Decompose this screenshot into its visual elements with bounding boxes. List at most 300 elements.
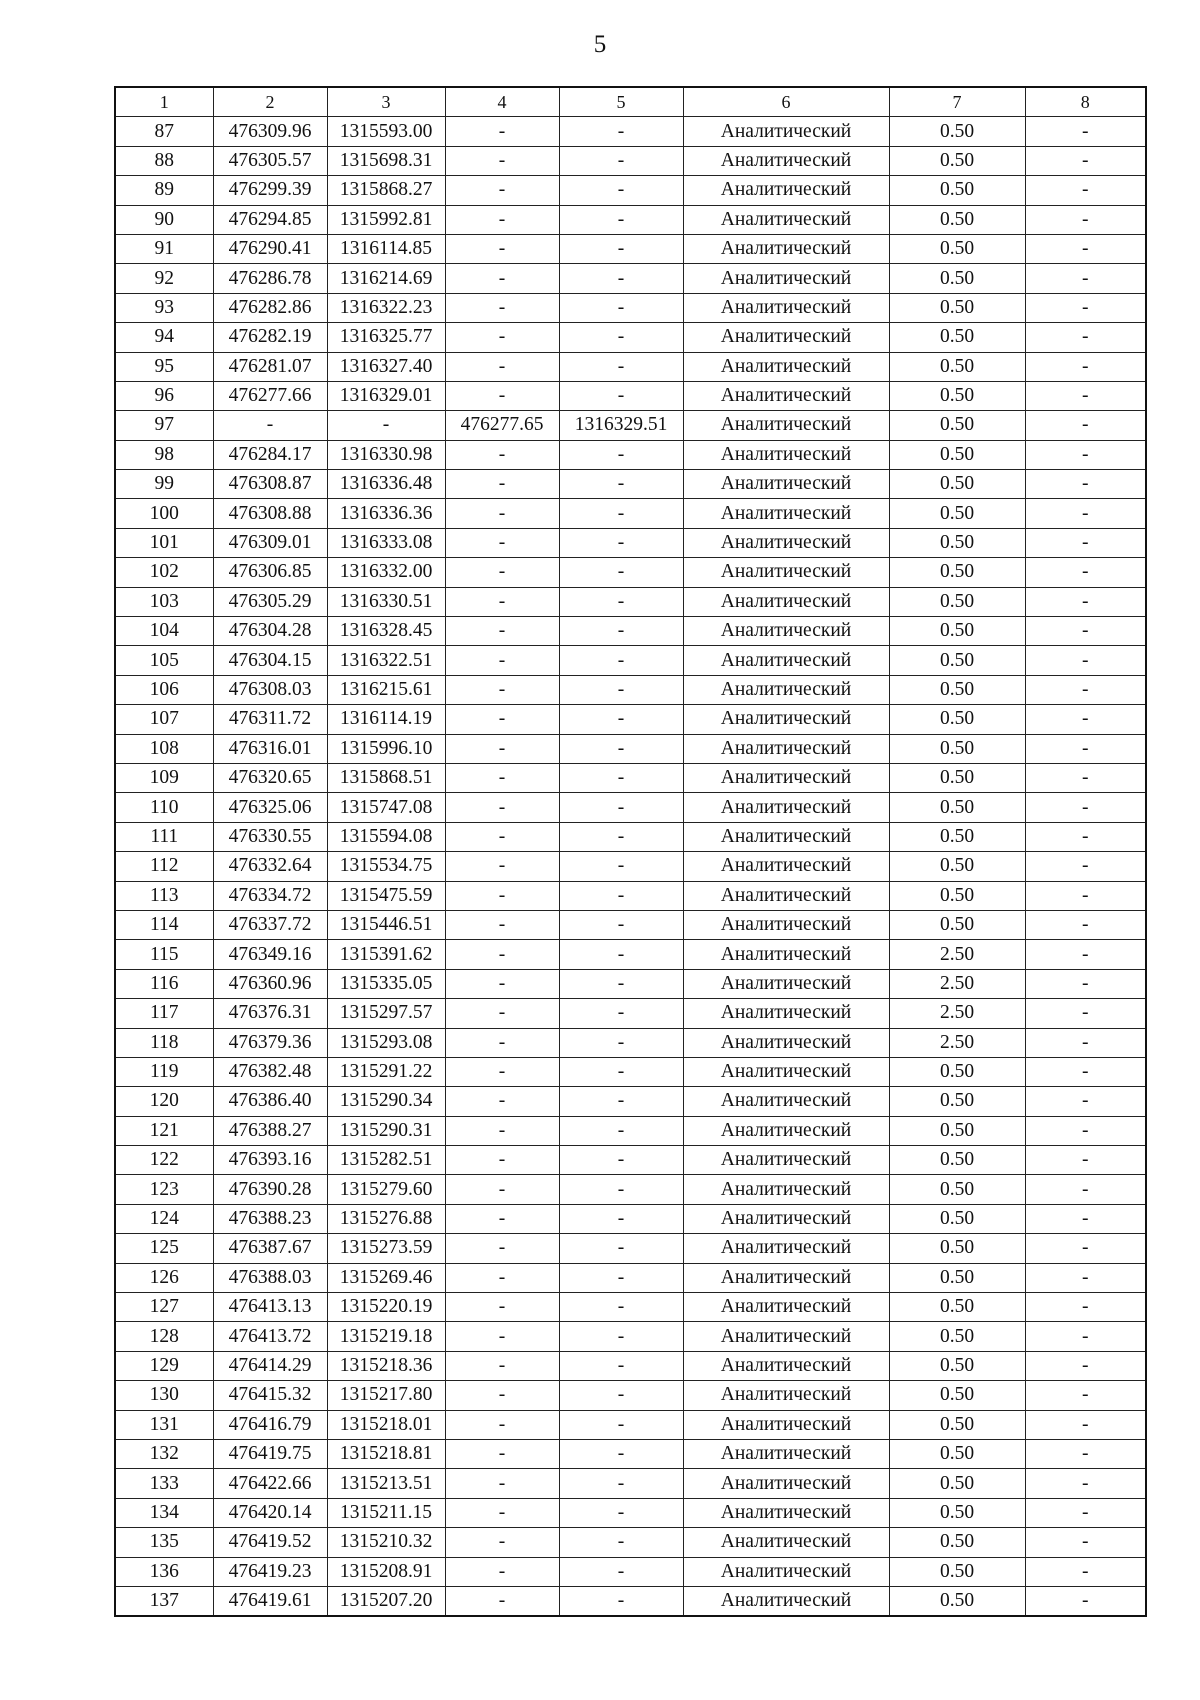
cell-x-coordinate-alt: -	[445, 440, 559, 469]
cell-notes: -	[1025, 940, 1146, 969]
table-row	[115, 705, 1146, 734]
cell-accuracy: 0.50	[889, 1204, 1025, 1233]
table-row	[115, 205, 1146, 234]
cell-accuracy: 0.50	[889, 763, 1025, 792]
cell-y-coordinate-alt: -	[559, 352, 683, 381]
cell-x-coordinate: 476281.07	[213, 352, 327, 381]
cell-method: Аналитический	[683, 1175, 889, 1204]
cell-y-coordinate: 1315219.18	[327, 1322, 445, 1351]
table-row	[115, 675, 1146, 704]
cell-accuracy: 0.50	[889, 1146, 1025, 1175]
cell-method: Аналитический	[683, 1116, 889, 1145]
table-row	[115, 1116, 1146, 1145]
cell-notes: -	[1025, 1293, 1146, 1322]
cell-y-coordinate-alt: -	[559, 558, 683, 587]
cell-notes: -	[1025, 1028, 1146, 1057]
cell-y-coordinate-alt: -	[559, 1204, 683, 1233]
cell-x-coordinate: 476387.67	[213, 1234, 327, 1263]
table-row	[115, 470, 1146, 499]
cell-notes: -	[1025, 999, 1146, 1028]
cell-x-coordinate: 476308.03	[213, 675, 327, 704]
cell-y-coordinate: -	[327, 411, 445, 440]
cell-point-number: 134	[115, 1498, 213, 1527]
table-row	[115, 822, 1146, 851]
cell-point-number: 111	[115, 822, 213, 851]
cell-x-coordinate: 476290.41	[213, 234, 327, 263]
cell-y-coordinate: 1316332.00	[327, 558, 445, 587]
column-header-y-coordinate: 3	[327, 87, 445, 117]
table-row	[115, 999, 1146, 1028]
cell-x-coordinate: 476390.28	[213, 1175, 327, 1204]
cell-x-coordinate: 476294.85	[213, 205, 327, 234]
cell-x-coordinate-alt: -	[445, 1057, 559, 1086]
table-row	[115, 852, 1146, 881]
cell-accuracy: 0.50	[889, 1469, 1025, 1498]
cell-y-coordinate-alt: -	[559, 940, 683, 969]
cell-y-coordinate-alt: -	[559, 499, 683, 528]
cell-x-coordinate-alt: -	[445, 1263, 559, 1292]
cell-accuracy: 0.50	[889, 587, 1025, 616]
cell-point-number: 131	[115, 1410, 213, 1439]
cell-y-coordinate: 1315282.51	[327, 1146, 445, 1175]
table-row	[115, 558, 1146, 587]
cell-x-coordinate-alt: -	[445, 205, 559, 234]
cell-method: Аналитический	[683, 117, 889, 146]
cell-accuracy: 0.50	[889, 1234, 1025, 1263]
cell-notes: -	[1025, 675, 1146, 704]
cell-notes: -	[1025, 293, 1146, 322]
cell-point-number: 128	[115, 1322, 213, 1351]
cell-point-number: 112	[115, 852, 213, 881]
cell-point-number: 93	[115, 293, 213, 322]
cell-y-coordinate-alt: -	[559, 117, 683, 146]
cell-y-coordinate: 1316330.98	[327, 440, 445, 469]
cell-point-number: 137	[115, 1586, 213, 1616]
cell-y-coordinate-alt: -	[559, 822, 683, 851]
cell-point-number: 136	[115, 1557, 213, 1586]
cell-y-coordinate: 1315992.81	[327, 205, 445, 234]
cell-y-coordinate-alt: -	[559, 1469, 683, 1498]
cell-y-coordinate: 1316336.48	[327, 470, 445, 499]
cell-y-coordinate: 1315868.27	[327, 176, 445, 205]
table-row	[115, 1175, 1146, 1204]
cell-point-number: 121	[115, 1116, 213, 1145]
cell-point-number: 106	[115, 675, 213, 704]
cell-point-number: 97	[115, 411, 213, 440]
cell-x-coordinate: 476388.27	[213, 1116, 327, 1145]
cell-x-coordinate: 476376.31	[213, 999, 327, 1028]
cell-x-coordinate: 476299.39	[213, 176, 327, 205]
cell-x-coordinate-alt: -	[445, 1498, 559, 1527]
cell-y-coordinate-alt: -	[559, 587, 683, 616]
cell-point-number: 109	[115, 763, 213, 792]
cell-y-coordinate: 1315211.15	[327, 1498, 445, 1527]
cell-x-coordinate: 476382.48	[213, 1057, 327, 1086]
cell-point-number: 94	[115, 323, 213, 352]
table-row	[115, 381, 1146, 410]
cell-point-number: 108	[115, 734, 213, 763]
table-row	[115, 1204, 1146, 1233]
cell-y-coordinate-alt: 1316329.51	[559, 411, 683, 440]
cell-notes: -	[1025, 1439, 1146, 1468]
cell-y-coordinate-alt: -	[559, 440, 683, 469]
cell-y-coordinate-alt: -	[559, 1322, 683, 1351]
cell-y-coordinate-alt: -	[559, 381, 683, 410]
cell-notes: -	[1025, 440, 1146, 469]
cell-notes: -	[1025, 146, 1146, 175]
cell-x-coordinate-alt: -	[445, 499, 559, 528]
table-row	[115, 1028, 1146, 1057]
cell-x-coordinate: 476332.64	[213, 852, 327, 881]
cell-x-coordinate: 476360.96	[213, 969, 327, 998]
cell-point-number: 107	[115, 705, 213, 734]
cell-x-coordinate: 476305.29	[213, 587, 327, 616]
cell-x-coordinate: 476419.23	[213, 1557, 327, 1586]
cell-notes: -	[1025, 1116, 1146, 1145]
cell-method: Аналитический	[683, 969, 889, 998]
cell-x-coordinate-alt: -	[445, 852, 559, 881]
table-row	[115, 1528, 1146, 1557]
cell-point-number: 96	[115, 381, 213, 410]
cell-point-number: 92	[115, 264, 213, 293]
cell-method: Аналитический	[683, 1410, 889, 1439]
cell-y-coordinate: 1315207.20	[327, 1586, 445, 1616]
cell-y-coordinate: 1315276.88	[327, 1204, 445, 1233]
column-header-method: 6	[683, 87, 889, 117]
cell-point-number: 130	[115, 1381, 213, 1410]
cell-x-coordinate-alt: -	[445, 1116, 559, 1145]
cell-x-coordinate-alt: -	[445, 1175, 559, 1204]
table-row	[115, 1322, 1146, 1351]
cell-x-coordinate-alt: -	[445, 1528, 559, 1557]
cell-method: Аналитический	[683, 734, 889, 763]
cell-accuracy: 0.50	[889, 323, 1025, 352]
cell-x-coordinate-alt: -	[445, 1381, 559, 1410]
cell-x-coordinate: 476282.19	[213, 323, 327, 352]
cell-notes: -	[1025, 910, 1146, 939]
cell-x-coordinate: 476320.65	[213, 763, 327, 792]
cell-y-coordinate: 1315217.80	[327, 1381, 445, 1410]
cell-notes: -	[1025, 1204, 1146, 1233]
table-row	[115, 352, 1146, 381]
cell-notes: -	[1025, 1381, 1146, 1410]
cell-accuracy: 0.50	[889, 558, 1025, 587]
cell-y-coordinate: 1315747.08	[327, 793, 445, 822]
table-row	[115, 1351, 1146, 1380]
cell-y-coordinate-alt: -	[559, 763, 683, 792]
cell-x-coordinate-alt: -	[445, 1204, 559, 1233]
column-header-x-coordinate: 2	[213, 87, 327, 117]
table-row	[115, 1263, 1146, 1292]
cell-notes: -	[1025, 470, 1146, 499]
cell-x-coordinate: 476306.85	[213, 558, 327, 587]
cell-point-number: 117	[115, 999, 213, 1028]
cell-x-coordinate-alt: -	[445, 323, 559, 352]
cell-x-coordinate-alt: -	[445, 1557, 559, 1586]
cell-x-coordinate-alt: -	[445, 675, 559, 704]
cell-y-coordinate: 1315297.57	[327, 999, 445, 1028]
cell-x-coordinate: 476334.72	[213, 881, 327, 910]
cell-y-coordinate-alt: -	[559, 1410, 683, 1439]
cell-accuracy: 0.50	[889, 822, 1025, 851]
cell-y-coordinate-alt: -	[559, 705, 683, 734]
cell-y-coordinate-alt: -	[559, 293, 683, 322]
cell-y-coordinate: 1315335.05	[327, 969, 445, 998]
cell-y-coordinate: 1315290.34	[327, 1087, 445, 1116]
cell-notes: -	[1025, 1057, 1146, 1086]
cell-y-coordinate: 1316327.40	[327, 352, 445, 381]
cell-x-coordinate-alt: -	[445, 352, 559, 381]
cell-point-number: 113	[115, 881, 213, 910]
cell-notes: -	[1025, 1469, 1146, 1498]
cell-accuracy: 0.50	[889, 440, 1025, 469]
cell-x-coordinate-alt: -	[445, 1234, 559, 1263]
table-row	[115, 1057, 1146, 1086]
cell-point-number: 132	[115, 1439, 213, 1468]
cell-method: Аналитический	[683, 234, 889, 263]
cell-accuracy: 0.50	[889, 1498, 1025, 1527]
table-row	[115, 1439, 1146, 1468]
cell-method: Аналитический	[683, 1528, 889, 1557]
cell-accuracy: 2.50	[889, 1028, 1025, 1057]
cell-y-coordinate-alt: -	[559, 528, 683, 557]
cell-method: Аналитический	[683, 822, 889, 851]
cell-method: Аналитический	[683, 176, 889, 205]
column-header-accuracy: 7	[889, 87, 1025, 117]
cell-y-coordinate-alt: -	[559, 1557, 683, 1586]
cell-x-coordinate: 476386.40	[213, 1087, 327, 1116]
cell-x-coordinate-alt: -	[445, 264, 559, 293]
cell-notes: -	[1025, 234, 1146, 263]
cell-notes: -	[1025, 1351, 1146, 1380]
cell-method: Аналитический	[683, 352, 889, 381]
cell-method: Аналитический	[683, 558, 889, 587]
cell-x-coordinate-alt: -	[445, 1410, 559, 1439]
cell-method: Аналитический	[683, 1028, 889, 1057]
cell-y-coordinate-alt: -	[559, 675, 683, 704]
cell-method: Аналитический	[683, 1204, 889, 1233]
cell-notes: -	[1025, 205, 1146, 234]
table-row	[115, 940, 1146, 969]
table-row	[115, 1469, 1146, 1498]
cell-point-number: 99	[115, 470, 213, 499]
cell-x-coordinate-alt: -	[445, 146, 559, 175]
cell-y-coordinate: 1315218.81	[327, 1439, 445, 1468]
cell-x-coordinate-alt: -	[445, 470, 559, 499]
table-row	[115, 146, 1146, 175]
cell-accuracy: 0.50	[889, 146, 1025, 175]
cell-method: Аналитический	[683, 440, 889, 469]
cell-x-coordinate-alt: -	[445, 381, 559, 410]
cell-notes: -	[1025, 1322, 1146, 1351]
cell-x-coordinate: 476419.75	[213, 1439, 327, 1468]
table-row	[115, 117, 1146, 146]
column-header-point-number: 1	[115, 87, 213, 117]
cell-x-coordinate-alt: -	[445, 969, 559, 998]
cell-accuracy: 0.50	[889, 881, 1025, 910]
cell-point-number: 105	[115, 646, 213, 675]
cell-method: Аналитический	[683, 1087, 889, 1116]
cell-y-coordinate-alt: -	[559, 881, 683, 910]
cell-method: Аналитический	[683, 1381, 889, 1410]
cell-method: Аналитический	[683, 499, 889, 528]
table-header-row	[115, 87, 1146, 117]
cell-y-coordinate: 1315594.08	[327, 822, 445, 851]
cell-x-coordinate: 476388.23	[213, 1204, 327, 1233]
cell-method: Аналитический	[683, 793, 889, 822]
cell-y-coordinate: 1315996.10	[327, 734, 445, 763]
cell-x-coordinate-alt: 476277.65	[445, 411, 559, 440]
cell-method: Аналитический	[683, 470, 889, 499]
cell-x-coordinate-alt: -	[445, 881, 559, 910]
cell-y-coordinate: 1315593.00	[327, 117, 445, 146]
cell-x-coordinate: 476316.01	[213, 734, 327, 763]
cell-point-number: 101	[115, 528, 213, 557]
cell-notes: -	[1025, 528, 1146, 557]
cell-accuracy: 0.50	[889, 411, 1025, 440]
cell-x-coordinate-alt: -	[445, 1028, 559, 1057]
table-row	[115, 734, 1146, 763]
cell-y-coordinate: 1315269.46	[327, 1263, 445, 1292]
cell-x-coordinate-alt: -	[445, 617, 559, 646]
cell-accuracy: 2.50	[889, 940, 1025, 969]
cell-accuracy: 0.50	[889, 1116, 1025, 1145]
cell-x-coordinate: 476337.72	[213, 910, 327, 939]
cell-method: Аналитический	[683, 763, 889, 792]
cell-y-coordinate-alt: -	[559, 1175, 683, 1204]
cell-y-coordinate-alt: -	[559, 1439, 683, 1468]
cell-y-coordinate-alt: -	[559, 617, 683, 646]
page-number: 5	[593, 31, 607, 58]
cell-y-coordinate: 1315391.62	[327, 940, 445, 969]
cell-accuracy: 0.50	[889, 205, 1025, 234]
cell-accuracy: 0.50	[889, 1586, 1025, 1616]
cell-notes: -	[1025, 381, 1146, 410]
cell-notes: -	[1025, 793, 1146, 822]
table-body	[115, 87, 1146, 1616]
cell-notes: -	[1025, 734, 1146, 763]
cell-x-coordinate-alt: -	[445, 734, 559, 763]
table-row	[115, 234, 1146, 263]
cell-point-number: 102	[115, 558, 213, 587]
cell-method: Аналитический	[683, 1293, 889, 1322]
cell-y-coordinate: 1315291.22	[327, 1057, 445, 1086]
cell-y-coordinate: 1315534.75	[327, 852, 445, 881]
cell-notes: -	[1025, 1586, 1146, 1616]
table-row	[115, 1381, 1146, 1410]
cell-y-coordinate: 1315290.31	[327, 1116, 445, 1145]
cell-accuracy: 0.50	[889, 117, 1025, 146]
cell-point-number: 135	[115, 1528, 213, 1557]
cell-x-coordinate-alt: -	[445, 646, 559, 675]
cell-x-coordinate: 476413.13	[213, 1293, 327, 1322]
column-header-notes: 8	[1025, 87, 1146, 117]
cell-x-coordinate: 476330.55	[213, 822, 327, 851]
cell-notes: -	[1025, 117, 1146, 146]
table-row	[115, 1087, 1146, 1116]
cell-notes: -	[1025, 264, 1146, 293]
cell-y-coordinate-alt: -	[559, 323, 683, 352]
cell-accuracy: 0.50	[889, 352, 1025, 381]
cell-y-coordinate-alt: -	[559, 146, 683, 175]
cell-point-number: 129	[115, 1351, 213, 1380]
cell-y-coordinate-alt: -	[559, 1381, 683, 1410]
cell-method: Аналитический	[683, 323, 889, 352]
cell-notes: -	[1025, 617, 1146, 646]
cell-point-number: 89	[115, 176, 213, 205]
cell-y-coordinate: 1316322.23	[327, 293, 445, 322]
cell-x-coordinate: 476413.72	[213, 1322, 327, 1351]
cell-x-coordinate-alt: -	[445, 1293, 559, 1322]
cell-notes: -	[1025, 1557, 1146, 1586]
cell-point-number: 91	[115, 234, 213, 263]
table-row	[115, 499, 1146, 528]
cell-x-coordinate-alt: -	[445, 940, 559, 969]
cell-method: Аналитический	[683, 646, 889, 675]
cell-x-coordinate-alt: -	[445, 1439, 559, 1468]
cell-x-coordinate-alt: -	[445, 234, 559, 263]
cell-y-coordinate: 1316114.85	[327, 234, 445, 263]
cell-point-number: 126	[115, 1263, 213, 1292]
cell-x-coordinate-alt: -	[445, 176, 559, 205]
cell-y-coordinate-alt: -	[559, 852, 683, 881]
cell-method: Аналитический	[683, 146, 889, 175]
cell-y-coordinate-alt: -	[559, 1028, 683, 1057]
cell-x-coordinate: 476420.14	[213, 1498, 327, 1527]
cell-x-coordinate: 476286.78	[213, 264, 327, 293]
cell-point-number: 122	[115, 1146, 213, 1175]
cell-y-coordinate-alt: -	[559, 1087, 683, 1116]
cell-method: Аналитический	[683, 1057, 889, 1086]
cell-accuracy: 0.50	[889, 734, 1025, 763]
cell-accuracy: 0.50	[889, 528, 1025, 557]
cell-method: Аналитический	[683, 587, 889, 616]
cell-point-number: 90	[115, 205, 213, 234]
cell-point-number: 125	[115, 1234, 213, 1263]
cell-y-coordinate-alt: -	[559, 264, 683, 293]
cell-accuracy: 0.50	[889, 1087, 1025, 1116]
cell-accuracy: 0.50	[889, 264, 1025, 293]
cell-method: Аналитический	[683, 205, 889, 234]
table-row	[115, 176, 1146, 205]
cell-accuracy: 0.50	[889, 852, 1025, 881]
cell-notes: -	[1025, 1234, 1146, 1263]
cell-notes: -	[1025, 558, 1146, 587]
cell-notes: -	[1025, 1146, 1146, 1175]
cell-y-coordinate-alt: -	[559, 1146, 683, 1175]
cell-y-coordinate-alt: -	[559, 205, 683, 234]
cell-y-coordinate: 1315868.51	[327, 763, 445, 792]
cell-accuracy: 2.50	[889, 999, 1025, 1028]
table-row	[115, 1557, 1146, 1586]
cell-y-coordinate: 1316325.77	[327, 323, 445, 352]
cell-accuracy: 0.50	[889, 293, 1025, 322]
cell-x-coordinate-alt: -	[445, 793, 559, 822]
cell-method: Аналитический	[683, 381, 889, 410]
cell-y-coordinate-alt: -	[559, 176, 683, 205]
cell-x-coordinate-alt: -	[445, 1469, 559, 1498]
cell-x-coordinate-alt: -	[445, 1351, 559, 1380]
cell-point-number: 114	[115, 910, 213, 939]
cell-notes: -	[1025, 1087, 1146, 1116]
cell-y-coordinate: 1315220.19	[327, 1293, 445, 1322]
cell-y-coordinate: 1316333.08	[327, 528, 445, 557]
cell-notes: -	[1025, 499, 1146, 528]
cell-x-coordinate: 476349.16	[213, 940, 327, 969]
cell-y-coordinate-alt: -	[559, 793, 683, 822]
cell-notes: -	[1025, 822, 1146, 851]
cell-x-coordinate: 476416.79	[213, 1410, 327, 1439]
